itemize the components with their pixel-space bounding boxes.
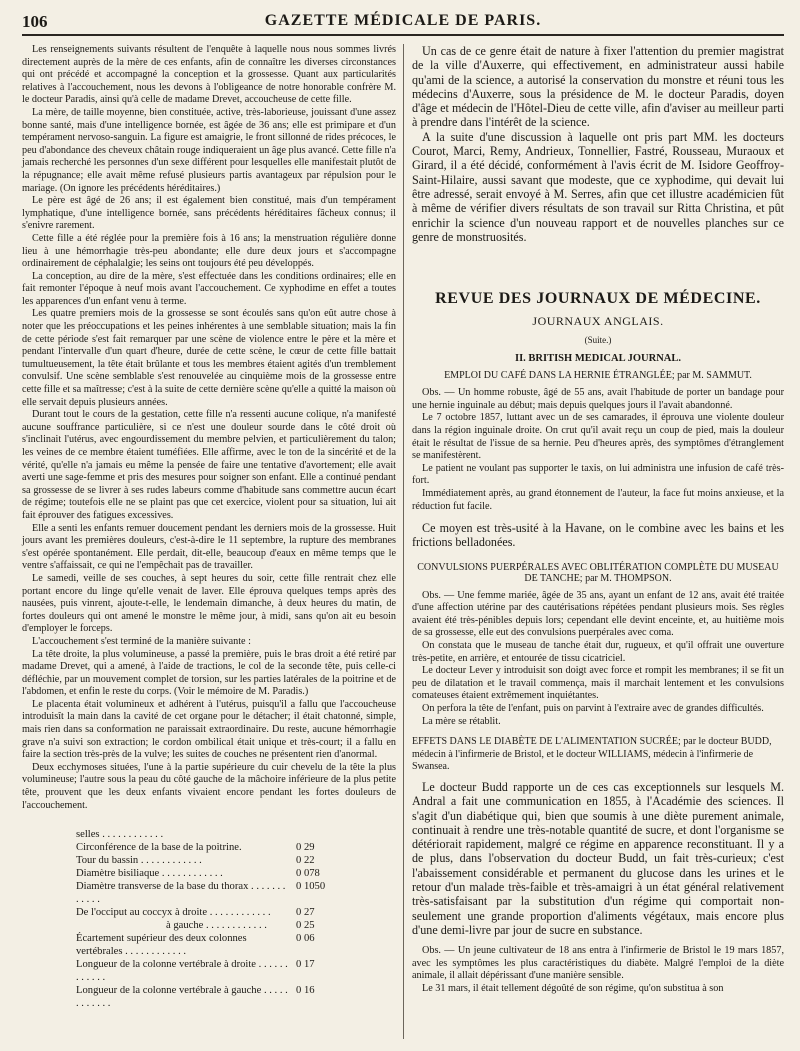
- paragraph: Le samedi, veille de ses couches, à sept heures du soir, cette fille rentrait chez elle portant encore du linge qu'elle venait de laver. Elle éprouva quelques temps après des nausées, puis vinrent, ajoute-t-elle, le lendemain dimanche, à deux heures du matin, de fortes douleurs qui ont amené le monstre le même jour, à midi, sans qu'on ait eu besoin d'employer le forceps.: [22, 572, 396, 635]
- table-row: [76, 984, 346, 1010]
- page-number: 106: [22, 12, 48, 31]
- table-row: [76, 880, 346, 906]
- journal-name: II. BRITISH MEDICAL JOURNAL.: [515, 353, 681, 365]
- table-row: [76, 841, 346, 854]
- article-title: EMPLOI DU CAFÉ DANS LA HERNIE ÉTRANGLÉE; par M. SAMMUT.: [444, 370, 752, 382]
- paragraph: L'accouchement s'est terminé de la manière suivante :: [32, 635, 251, 647]
- suite-label: (Suite.): [584, 335, 612, 346]
- table-row: [76, 828, 346, 841]
- paragraph: On perfora la tête de l'enfant, puis on parvint à l'extraire avec de grandes difficultés.: [422, 703, 764, 715]
- measure-value: 0 1050: [296, 881, 326, 893]
- table-row: [76, 906, 346, 919]
- paragraph: Obs. — Une femme mariée, âgée de 35 ans, ayant un enfant de 12 ans, avait été traitée d'une affection utérine par des cautérisations répétées pendant plusieurs mois. Ses règles avaient été très-pénibles depuis lors; cependant elle devint enceinte, et, au huitième mois de sa grossesse, elle eut des convulsions puerpérales avec coma.: [412, 589, 784, 639]
- table-row: [76, 867, 346, 880]
- paragraph: La conception, au dire de la mère, s'est effectuée dans les conditions ordinaires; elle en fait remonter l'époque à neuf mois avant l'accouchement. Ce xyphodime en effet a toutes les apparences d'un enfant venu à terme.: [22, 270, 396, 307]
- measure-label: Diamètre transverse de la base du thorax . . .: [76, 880, 288, 906]
- measure-label: selles . . .: [76, 828, 288, 841]
- paragraph: Le père est âgé de 26 ans; il est également bien constitué, mais d'un tempérament lymphatique, d'une intelligence bornée, sans précédents héréditaires fâcheux connus; il s'enivre rarement.: [22, 195, 396, 232]
- measure-value: 0 078: [296, 868, 320, 880]
- paragraph: Immédiatement après, au grand étonnement de l'auteur, la face fut moins anxieuse, et la réduction fut facile.: [412, 487, 784, 512]
- measure-value: 0 17: [296, 959, 315, 971]
- measure-label: Longueur de la colonne vertébrale à droite . . .: [76, 958, 288, 984]
- paragraph: Le 31 mars, il était tellement dégoûté de son régime, qu'on substitua à son: [422, 983, 724, 995]
- paragraph: Deux ecchymoses situées, l'une à la partie supérieure du cuir chevelu de la tête la plus volumineuse; l'autre sous la peau du côté gauche de la mâchoire inférieure de la plus petite tête, prouvent que les deux enfants vivaient encore pendant les fortes douleurs de l'accouchement.: [22, 761, 396, 811]
- paragraph: A la suite d'une discussion à laquelle ont pris part MM. les docteurs Courot, Marci, Remy, Andrieux, Tonnellier, Fastré, Rousseau, Muraoux et Girard, il a été décidé, conformément à l'avis écrit de M. Isidore Geoffroy-Saint-Hilaire, aussi savant que modeste, que ce xyphodime, qui devait lui être adressé, serait envoyé à M. Serres, afin que cet illustre académicien fût à même de vérifier divers résultats de son travail sur Ritta Christina, et pût enrichir la science d'un nouveau rapport et de nouvelles planches sur ce genre de monstruosités.: [412, 129, 784, 244]
- paragraph: La mère se rétablit.: [422, 715, 501, 727]
- paragraph: Cette fille a été réglée pour la première fois à 16 ans; la menstruation régulière donne lieu à une hémorrhagie très-peu abondante; elle dure deux jours et s'accompagne ordinairement de céphalalgie; les seins ont toujours été peu développés.: [22, 232, 396, 270]
- measure-label: Diamètre bisiliaque . . .: [76, 867, 288, 880]
- measure-value: 0 06: [296, 933, 315, 945]
- paragraph: Le 7 octobre 1857, luttant avec un de ses camarades, il éprouva une violente douleur dans la région inguinale droite. On crut qu'il avait reçu un coup de pied, mais la douleur était le résultat de l'issue de sa hernie. Peu d'heures après, des symptômes d'étranglement se manifestèrent.: [412, 412, 784, 462]
- column-divider: [403, 44, 404, 1039]
- page-header: [22, 10, 784, 36]
- section-title: REVUE DES JOURNAUX DE MÉDECINE.: [435, 290, 761, 308]
- table-row: [76, 932, 346, 958]
- paragraph: Le placenta était volumineux et adhérent à l'utérus, puisqu'il a fallu que l'accoucheuse introduisît la main dans la cavité de cet organe pour le détacher; il était chatonné, simple, mais rien dans sa conformation ne paraissait extraordinaire. Du reste, aucune hémorrhagie grave n'a suivi son extraction; le cordon ombilical était unique et très-court; il a fallu en faire la section très-près de la vulve; les suites de couches ne présentent rien d'anormal.: [22, 698, 396, 761]
- table-row: [76, 958, 346, 984]
- measure-label: Tour du bassin . . .: [76, 854, 288, 867]
- paragraph: On constata que le museau de tanche était dur, rugueux, et qu'il offrait une ouverture très-petite, en arrière, et entourée de tissu cicatriciel.: [412, 640, 784, 664]
- paragraph: Le docteur Budd rapporte un de ces cas exceptionnels sur lesquels M. Andral a fait une communication en 1855, à l'Académie des sciences. Il s'agit d'un diabétique qui, bien que soumis à une diète purement animale, continuait à rendre une très-notable quantité de sucre, et dont l'organisme se détériorait rapidement, malgré ce régime en apparence reconstituant. Il y a de plus, dans l'observation du docteur Budd, un fait très-curieux; c'est l'abaissement considérable et permanent du glucose dans les urines et le retour d'un malade très-faible et très-amaigri à un état général relativement très-satisfaisant par la substitution d'un régime qui comportait non-seulement une grande proportion d'aliments végétaux, mais encore plus d'une demi-livre par jour de sucre en substance.: [412, 780, 784, 937]
- paragraph: Les renseignements suivants résultent de l'enquête à laquelle nous nous sommes livrés directement auprès de la mère de ces enfants, afin de connaître les diverses circonstances qui ont précédé et accompagné la conception et la grossesse. Quant aux particularités relatives à l'accouchement, nous les devons à l'obligeance de notre honorable confrère M. le docteur Paradis, ainsi qu'à celle de madame Drevet, accoucheuse de cette fille.: [22, 44, 396, 106]
- measure-label: à gauche . . .: [76, 919, 288, 932]
- table-row: [76, 854, 346, 867]
- measure-label: Circonférence de la base de la poitrine.: [76, 842, 242, 854]
- measure-value: 0 29: [296, 842, 315, 854]
- paragraph: Un cas de ce genre était de nature à fixer l'attention du premier magistrat de la ville d'Auxerre, qui effectivement, en administrateur aussi habile qu'ami de la science, a autorisé la conservation du monstre et réuni tous les médecins d'Auxerre, sous la présidence de M. le docteur Paradis, doyen d'âge et médecin de l'Hôtel-Dieu de cette ville, afin d'aviser au meilleur parti à prendre dans l'intérêt de la science.: [412, 44, 784, 130]
- measure-value: [288, 828, 346, 841]
- measure-value: 0 22: [296, 855, 315, 867]
- right-column: [412, 44, 784, 996]
- measure-value: 0 27: [296, 907, 315, 919]
- subsection-title: JOURNAUX ANGLAIS.: [532, 314, 664, 329]
- paragraph: Ce moyen est très-usité à la Havane, on le combine avec les bains et les frictions belladonées.: [412, 521, 784, 550]
- article-title: EFFETS DANS LE DIABÈTE DE L'ALIMENTATION SUCRÉE; par le docteur BUDD, médecin à l'infirmerie de Bristol, et le docteur WILLIAMS, médecin à l'infirmerie de Swansea.: [412, 736, 772, 773]
- measure-label: Écartement supérieur des deux colonnes vertébrales . . .: [76, 932, 288, 958]
- measurements-table: [76, 828, 346, 1010]
- article-title: CONVULSIONS PUERPÉRALES AVEC OBLITÉRATION COMPLÈTE DU MUSEAU DE TANCHE; par M. THOMPSON.: [417, 561, 779, 584]
- paragraph: Elle a senti les enfants remuer doucement pendant les derniers mois de la grossesse. Huit jours avant les premières douleurs, c'est-à-dire le 11 septembre, la rupture des membranes s'est opérée spontanément. Elle perdait, dit-elle, beaucoup d'eaux en même temps que le ventre s'affaissait, ce qui ne l'empêchait pas de travailler.: [22, 522, 396, 572]
- paragraph: Durant tout le cours de la gestation, cette fille n'a ressenti aucune colique, n'a manifesté aucune souffrance particulière, si ce n'est une douleur sourde dans le côté droit où s'inclinait l'utérus, avec engourdissement du membre pelvien, et particulièrement du talon; les veines de ce membre étaient tuméfiées. Elle affirme, avec le ton de la sincérité et de la vérité, qu'elle n'a jamais eu même la pensée de faire une tentative d'avortement; elle avait averti une sage-femme et pris des mesures pour soigner son enfant. Elle a continué pendant sa grossesse de se livrer à ses rudes labeurs comme d'habitude sans commettre aucun écart de régime; toutefois elle ne se plaint pas que cet exercice, violent pour sa situation, lui ait fait éprouver des fatigues excessives.: [22, 409, 396, 521]
- measure-value: 0 16: [296, 985, 315, 997]
- paragraph: Le patient ne voulant pas supporter le taxis, on lui administra une infusion de café très-fort.: [412, 462, 784, 487]
- measure-label: De l'occiput au coccyx à droite . . .: [76, 906, 288, 919]
- paragraph: Obs. — Un jeune cultivateur de 18 ans entra à l'infirmerie de Bristol le 19 mars 1857, avec les symptômes les plus caractéristiques du diabète. Malgré l'emploi de la diète animale, il allait dépérissant d'une manière sensible.: [412, 945, 784, 982]
- paragraph: La tête droite, la plus volumineuse, a passé la première, puis le bras droit a été retiré par madame Drevet, qui a amené, à l'aide de tractions, le col de la seconde tête, puis celle-ci défléchie, par un mouvement complet de torsion, sur les parties latérales de la poitrine et de l'abdomen, et enfin le reste du corps. (Voir le mémoire de M. Paradis.): [22, 648, 396, 698]
- left-column: [22, 44, 396, 1010]
- table-row: [76, 919, 346, 932]
- paragraph: La mère, de taille moyenne, bien constituée, active, très-laborieuse, jouissant d'une assez bonne santé, mais d'une intelligence bornée, est âgée de 36 ans; elle est primipare et d'un tempérament nervoso-sanguin. La figure est amaigrie, le front sillonné de rides précoces, le peu d'abondance des cheveux châtain rouge indiqueraient un âge plus avancé. Cette fille n'a jamais recherché les personnes d'un sexe différent pour lesquelles elle manifestait plutôt de la répugnance; elle avait même refusé plusieurs partis avantageux par répulsion pour le mariage. (On ignore les précédents héréditaires.): [22, 106, 396, 194]
- measure-value: 0 25: [296, 920, 315, 932]
- paragraph: Obs. — Un homme robuste, âgé de 55 ans, avait l'habitude de porter un bandage pour une hernie inguinale au début; mais depuis quelques jours il l'avait abandonné.: [412, 387, 784, 411]
- paragraph: Les quatre premiers mois de la grossesse se sont écoulés sans qu'on eût autre chose à noter que les préoccupations et les peines inhérentes à une semblable situation; mais la fin de cette période s'est fait remarquer par une scène de violence entre le père et la mère et pendant l'intervalle d'un quart d'heure, durée de cette scène, le cœur de cette fille battait tumultueusement, la tête était brûlante et tous les membres étaient agités d'un tremblement convulsif. Une scène semblable s'est renouvelée au cinquième mois de la grossesse entre cette fille et sa maîtresse; c'est à la suite de cette dernière scène qu'elle a quitté la maison où elle servait depuis plusieurs années.: [22, 308, 396, 408]
- paragraph: Le docteur Lever y introduisit son doigt avec force et rompit les membranes; il se fit un peu de dilatation et le travail commença, mais il marchait lentement et les convulsions comateuses étaient extrêmement inquiétantes.: [412, 665, 784, 702]
- measure-label: Longueur de la colonne vertébrale à gauche . . .: [76, 984, 288, 1010]
- journal-title: GAZETTE MÉDICALE DE PARIS.: [264, 12, 542, 29]
